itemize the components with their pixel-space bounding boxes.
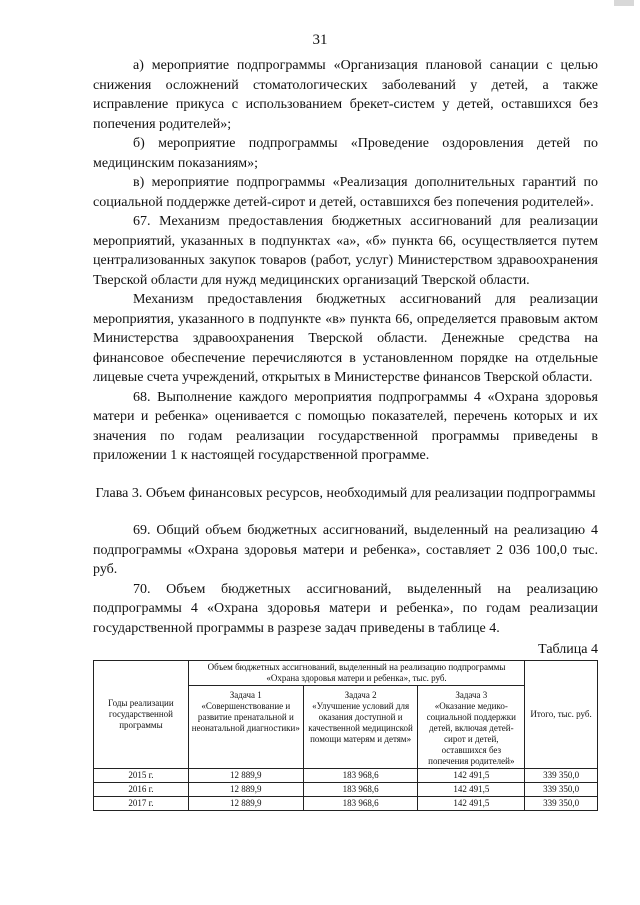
- task-name: «Оказание медико-социальной поддержки детей, включая детей-сирот и детей, оставшихся без попечения родителей»: [426, 700, 516, 766]
- task-2-header: [303, 685, 418, 768]
- task-name: «Совершенствование и развитие пренатальной и неонатальной диагностики»: [191, 700, 300, 733]
- year-cell: 2016 г.: [94, 782, 189, 796]
- task-3-value: 142 491,5: [418, 796, 525, 810]
- table-row: [94, 768, 598, 782]
- paragraph: 68. Выполнение каждого мероприятия подпрограммы 4 «Охрана здоровья матери и ребенка» оценивается с помощью показателей, перечень которых и их значения по годам реализации государственной программы приведены в приложении 1 к настоящей государственной программе.: [93, 389, 598, 463]
- task-3-value: 142 491,5: [418, 768, 525, 782]
- table-header-row: [94, 660, 598, 685]
- task-1-header: [188, 685, 303, 768]
- document-body: [93, 56, 598, 811]
- task-name: «Улучшение условий для оказания доступной и качественной медицинской помощи матерям и детям»: [308, 700, 413, 744]
- table-caption: Таблица 4: [538, 642, 598, 657]
- paragraph: в) мероприятие подпрограммы «Реализация дополнительных гарантий по социальной поддержке детей-сирот и детей, оставшихся без попечения родителей».: [93, 175, 598, 210]
- chapter-title: Глава 3. Объем финансовых ресурсов, необходимый для реализации подпрограммы: [95, 485, 596, 501]
- task-2-value: 183 968,6: [303, 768, 418, 782]
- total-column-header: Итого, тыс. руб.: [525, 660, 598, 768]
- paragraph: 67. Механизм предоставления бюджетных ассигнований для реализации мероприятий, указанных в подпунктах «а», «б» пункта 66, осуществляется путем централизованных закупок товаров (работ, услуг) Министерством здравоохранения Тверской области для нужд медицинских организаций Тверской области.: [93, 214, 598, 288]
- year-cell: 2015 г.: [94, 768, 189, 782]
- task-1-value: 12 889,9: [188, 782, 303, 796]
- task-2-value: 183 968,6: [303, 782, 418, 796]
- years-column-header: Годы реализации государственной программы: [94, 660, 189, 768]
- paragraph: 69. Общий объем бюджетных ассигнований, выделенный на реализацию 4 подпрограммы «Охрана здоровья матери и ребенка», составляет 2 036 100,0 тыс. руб.: [93, 523, 598, 577]
- task-3-header: [418, 685, 525, 768]
- table-row: [94, 796, 598, 810]
- paragraph: Механизм предоставления бюджетных ассигнований для реализации мероприятия, указанного в подпункте «в» пункта 66, определяется правовым актом Министерства здравоохранения Тверской области. Денежные средства на финансовое обеспечение перечисляются в установленном порядке на отдельные лицевые счета учреждений, открытых в Министерстве финансов Тверской области.: [93, 292, 598, 385]
- paragraph: б) мероприятие подпрограммы «Проведение оздоровления детей по медицинским показаниям»;: [93, 136, 598, 171]
- total-value: 339 350,0: [525, 796, 598, 810]
- total-value: 339 350,0: [525, 782, 598, 796]
- total-value: 339 350,0: [525, 768, 598, 782]
- task-label: Задача 3: [455, 689, 488, 700]
- budget-group-header: Объем бюджетных ассигнований, выделенный на реализацию подпрограммы «Охрана здоровья матери и ребенка», тыс. руб.: [188, 660, 524, 685]
- paragraph: 70. Объем бюджетных ассигнований, выделенный на реализацию подпрограммы 4 «Охрана здоровья матери и ребенка», по годам реализации государственной программы в разрезе задач приведены в таблице 4.: [93, 581, 598, 636]
- paragraph: а) мероприятие подпрограммы «Организация плановой санации с целью снижения осложнений стоматологических заболеваний у детей, а также исправление прикуса с использованием брекет-систем у детей, оставшихся без попечения родителей»;: [93, 58, 598, 132]
- task-3-value: 142 491,5: [418, 782, 525, 796]
- task-label: Задача 2: [344, 689, 377, 700]
- task-1-value: 12 889,9: [188, 796, 303, 810]
- page-number: 31: [312, 32, 328, 48]
- task-2-value: 183 968,6: [303, 796, 418, 810]
- task-label: Задача 1: [229, 689, 262, 700]
- budget-table: [93, 660, 598, 811]
- scan-corner-mark: [614, 0, 634, 6]
- table-row: [94, 782, 598, 796]
- task-1-value: 12 889,9: [188, 768, 303, 782]
- year-cell: 2017 г.: [94, 796, 189, 810]
